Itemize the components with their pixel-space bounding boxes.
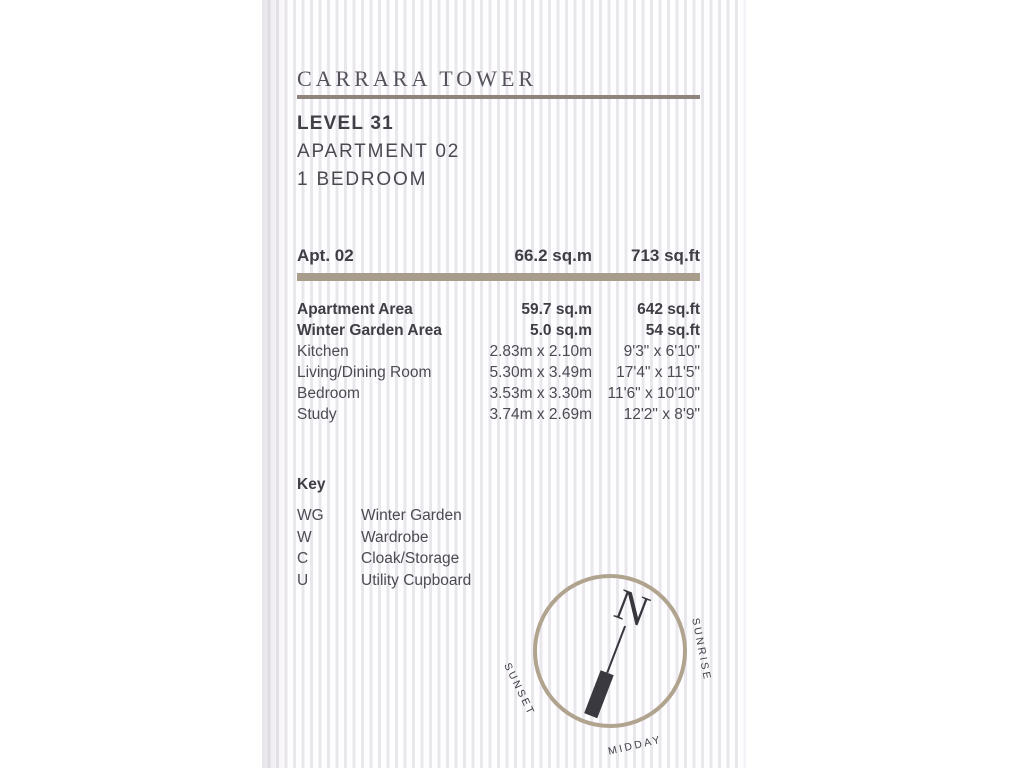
key-legend — [297, 476, 577, 591]
table-row — [297, 404, 700, 425]
north-letter: N — [608, 579, 656, 637]
area-table-rows — [297, 299, 700, 425]
table-row — [297, 299, 700, 320]
sunrise-label: SUNRISE — [689, 617, 714, 683]
table-row — [297, 320, 700, 341]
row-metric: 3.74m x 2.69m — [489, 406, 592, 423]
apartment-label: APARTMENT 02 — [297, 141, 461, 162]
row-imperial: 54 sq.ft — [645, 322, 700, 339]
table-row — [297, 383, 700, 404]
midday-label: MIDDAY — [607, 733, 664, 758]
key-label: Cloak/Storage — [361, 550, 460, 567]
row-label: Apartment Area — [297, 301, 413, 318]
key-label: Winter Garden — [361, 507, 462, 524]
row-label: Study — [297, 406, 337, 423]
sunset-label: SUNSET — [501, 661, 538, 719]
row-metric: 5.0 sq.m — [529, 322, 592, 339]
row-label: Winter Garden Area — [297, 322, 442, 339]
row-imperial: 17'4" x 11'5" — [616, 364, 700, 381]
area-table-header — [297, 246, 700, 266]
key-label: Utility Cupboard — [361, 571, 472, 589]
table-header-unit: Apt. 02 — [297, 246, 354, 265]
list-item — [297, 505, 577, 527]
table-row — [297, 341, 700, 362]
key-code: WG — [297, 507, 324, 524]
apartment-subtitle — [297, 110, 460, 194]
key-code: W — [297, 528, 312, 546]
row-imperial: 9'3" x 6'10" — [623, 343, 700, 360]
needle-south-block — [584, 670, 614, 718]
level-label: LEVEL 31 — [297, 113, 394, 134]
building-title: CARRARA TOWER — [297, 66, 538, 91]
key-title: Key — [297, 476, 326, 493]
row-imperial: 12'2" x 8'9" — [623, 406, 700, 423]
list-item — [297, 548, 577, 570]
row-metric: 3.53m x 3.30m — [489, 385, 592, 402]
row-metric: 59.7 sq.m — [521, 301, 592, 318]
row-label: Bedroom — [297, 385, 360, 402]
table-divider-bar — [297, 273, 700, 281]
key-code: U — [297, 571, 309, 589]
table-row — [297, 362, 700, 383]
table-header-imperial: 713 sq.ft — [631, 246, 700, 265]
needle-shaft — [606, 626, 626, 673]
row-metric: 5.30m x 3.49m — [489, 364, 592, 381]
title-rule — [297, 95, 700, 99]
row-label: Living/Dining Room — [297, 364, 432, 381]
row-label: Kitchen — [297, 343, 349, 360]
row-imperial: 11'6" x 10'10" — [607, 385, 700, 402]
row-metric: 2.83m x 2.10m — [489, 343, 592, 360]
row-imperial: 642 sq.ft — [637, 301, 700, 318]
table-header-metric: 66.2 sq.m — [514, 246, 592, 265]
bedroom-label: 1 BEDROOM — [297, 169, 428, 190]
list-item — [297, 527, 577, 549]
list-item — [297, 570, 577, 592]
key-code: C — [297, 550, 309, 567]
key-label: Wardrobe — [361, 528, 429, 546]
